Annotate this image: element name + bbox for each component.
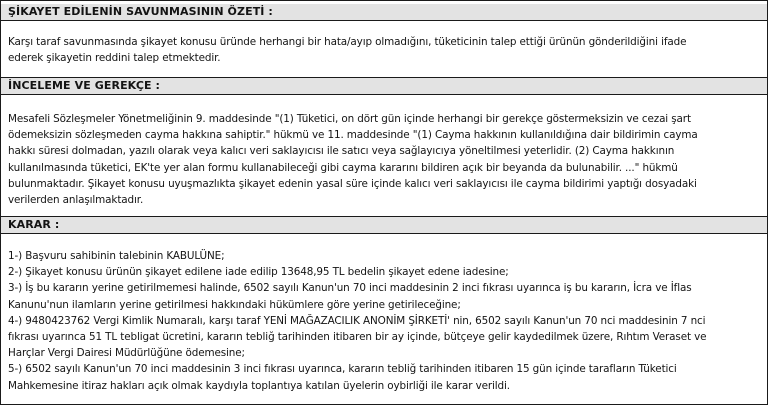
review-reasoning-heading: İNCELEME VE GEREKÇE : bbox=[8, 79, 161, 92]
section-body-review-reasoning bbox=[1, 111, 767, 208]
decision-item: fıkrası uyarınca 51 TL tebligat ücretini, kararın tebliğ tarihinden itibaren bir ay içinde, bütçeye gelir kaydedilmek üzere, Rıhtım Veraset ve bbox=[8, 331, 707, 344]
section-body-defense-summary bbox=[1, 34, 767, 66]
decision-item: Harçlar Vergi Dairesi Müdürlüğüne ödemesine; bbox=[8, 347, 245, 360]
decision-heading: KARAR : bbox=[8, 218, 60, 231]
text-line: verilerden anlaşılmaktadır. bbox=[8, 194, 144, 207]
text-line: bulunmaktadır. Şikayet konusu uyuşmazlıkta şikayet edenin yasal süre içinde kalıcı veri saklayıcısı ile cayma bildirimi yaptığı dosyadaki bbox=[8, 177, 697, 190]
decision-item: Kanunu'nun ilamların yerine getirilmesi hakkındaki hükümlere göre yerine getirileceğine; bbox=[8, 298, 461, 311]
text-line: ödemeksizin sözleşmeden cayma hakkına sahiptir." hükmü ve 11. maddesinde "(1) Cayma hakkının kullanıldığına dair bildirimin cayma bbox=[8, 129, 698, 142]
text-line: Karşı taraf savunmasında şikayet konusu üründe herhangi bir hata/ayıp olmadığını, tüketicinin talep ettiği ürünün gönderildiğini ifade bbox=[8, 36, 687, 48]
text-line: Mesafeli Sözleşmeler Yönetmeliğinin 9. maddesinde "(1) Tüketici, on dört gün içinde herhangi bir gerekçe göstermeksizin ve cezai şart bbox=[8, 113, 691, 125]
decision-item: 2-) Şikayet konusu ürünün şikayet edilene iade edilip 13648,95 TL bedelin şikayet edene iadesine; bbox=[8, 266, 509, 279]
section-heading-defense-summary bbox=[1, 4, 767, 21]
decision-item: 1-) Başvuru sahibinin talebinin KABULÜNE; bbox=[8, 250, 225, 262]
decision-item: Mahkemesine itiraz hakları açık olmak kaydıyla toplantıya katılan üyelerin oybirliği ile karar verildi. bbox=[8, 379, 510, 392]
section-body-decision bbox=[1, 248, 767, 394]
defense-summary-heading: ŞİKAYET EDİLENİN SAVUNMASININ ÖZETİ : bbox=[8, 5, 273, 18]
text-line: hakkı süresi dolmadan, yazılı olarak veya kalıcı veri saklayıcısı ile satıcı veya sağlayıcıya yöneltilmesi yeterlidir. (2) Cayma hakkının bbox=[8, 145, 675, 158]
section-heading-decision bbox=[1, 216, 767, 234]
text-line: ederek şikayetin reddini talep etmektedir. bbox=[8, 52, 221, 65]
section-heading-review-reasoning bbox=[1, 77, 767, 95]
text-line: kullanılmasında tüketici, EK'te yer alan formu kullanabileceği gibi cayma kararını bildiren açık bir beyanda da bulunabilir. ..." hükmü bbox=[8, 161, 678, 174]
decision-item: 4-) 9480423762 Vergi Kimlik Numaralı, karşı taraf YENİ MAĞAZACILIK ANONİM ŞİRKETİ' nin, 6502 sayılı Kanun'un 70 nci maddesinin 7 nci bbox=[8, 314, 706, 327]
decision-item: 5-) 6502 sayılı Kanun'un 70 inci maddesinin 3 inci fıkrası uyarınca, kararın tebliğ tarihinden itibaren 15 gün içinde tarafların Tüketici bbox=[8, 363, 677, 376]
decision-item: 3-) İş bu kararın yerine getirilmemesi halinde, 6502 sayılı Kanun'un 70 inci maddesinin 2 inci fıkrası uyarınca iş bu kararın, İcra ve İflas bbox=[8, 282, 692, 295]
